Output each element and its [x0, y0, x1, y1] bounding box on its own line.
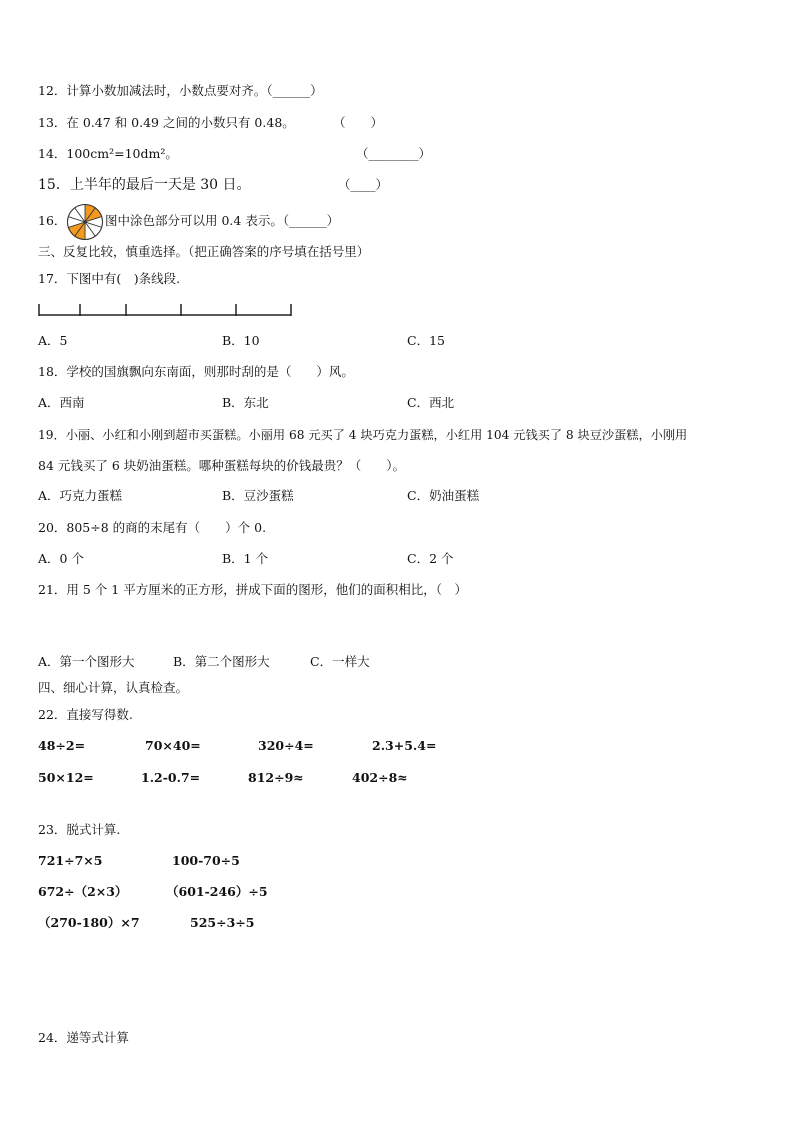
option-c: C．奶油蛋糕: [407, 488, 480, 503]
option-a: A．第一个图形大: [38, 654, 135, 669]
question-19-line-2: 84 元钱买了 6 块奶油蛋糕。哪种蛋糕每块的价钱最贵？（ ）。: [38, 458, 406, 473]
option-a: A．5: [38, 333, 68, 348]
option-c: C．一样大: [310, 654, 370, 669]
question-24: 24．递等式计算: [38, 1030, 129, 1045]
option-a: A．0 个: [38, 551, 84, 566]
calc-item: （270-180）×7: [38, 915, 140, 930]
question-20: 20．805÷8 的商的末尾有（ ）个 0.: [38, 520, 267, 535]
answer-bracket: （ ）: [333, 115, 384, 130]
calc-item: 2.3+5.4=: [372, 738, 437, 753]
question-14: [38, 146, 432, 162]
question-19-line-1: 19．小丽、小红和小刚到超市买蛋糕。小丽用 68 元买了 4 块巧克力蛋糕，小红用 104 元钱买了 8 块豆沙蛋糕，小刚用: [38, 428, 688, 442]
option-b: B．东北: [222, 395, 269, 410]
calc-item: 70×40=: [145, 738, 201, 753]
question-18: 18．学校的国旗飘向东南面，则那时刮的是（ ）风。: [38, 364, 354, 379]
question-17: 17．下图中有( )条线段.: [38, 271, 181, 286]
calc-item: 402÷8≈: [352, 770, 408, 785]
question-14-text: 14．100cm²=10dm²。: [38, 146, 178, 161]
calc-item: 48÷2=: [38, 738, 86, 753]
question-13-text: 13．在 0.47 和 0.49 之间的小数只有 0.48。: [38, 115, 295, 130]
question-12: 12．计算小数加减法时，小数点要对齐。（______）: [38, 83, 323, 98]
shaded-circle-figure: [66, 203, 104, 241]
section-3-heading: 三、反复比较，慎重选择。（把正确答案的序号填在括号里）: [38, 244, 370, 259]
option-c: C．15: [407, 333, 445, 348]
question-16-text: 图中涂色部分可以用 0.4 表示。（______）: [105, 213, 340, 228]
answer-bracket: （____）: [338, 177, 389, 192]
option-b: B．1 个: [222, 551, 269, 566]
option-b: B．第二个图形大: [173, 654, 270, 669]
option-a: A．西南: [38, 395, 85, 410]
question-21: 21．用 5 个 1 平方厘米的正方形，拼成下面的图形，他们的面积相比，（ ）: [38, 582, 467, 597]
question-13: [38, 115, 384, 131]
calc-item: 320÷4=: [258, 738, 314, 753]
question-22: 22．直接写得数.: [38, 707, 133, 722]
calc-item: 1.2-0.7=: [141, 770, 201, 785]
question-23: 23．脱式计算.: [38, 822, 121, 837]
calc-item: 525÷3÷5: [190, 915, 255, 930]
option-b: B．10: [222, 333, 260, 348]
question-15: [38, 177, 389, 193]
option-a: A．巧克力蛋糕: [38, 488, 123, 503]
calc-item: 100-70÷5: [172, 853, 240, 868]
calc-item: 721÷7×5: [38, 853, 103, 868]
question-15-text: 15．上半年的最后一天是 30 日。: [38, 177, 251, 193]
calc-item: 50×12=: [38, 770, 94, 785]
calc-item: 812÷9≈: [248, 770, 304, 785]
question-16-number: 16．: [38, 213, 67, 228]
calc-item: 672÷（2×3）: [38, 884, 128, 899]
option-b: B．豆沙蛋糕: [222, 488, 294, 503]
answer-bracket: （________）: [356, 146, 432, 161]
section-4-heading: 四、细心计算，认真检查。: [38, 680, 189, 695]
option-c: C．西北: [407, 395, 455, 410]
calc-item: （601-246）÷5: [166, 884, 268, 899]
line-segment-figure: [38, 302, 298, 318]
option-c: C．2 个: [407, 551, 454, 566]
